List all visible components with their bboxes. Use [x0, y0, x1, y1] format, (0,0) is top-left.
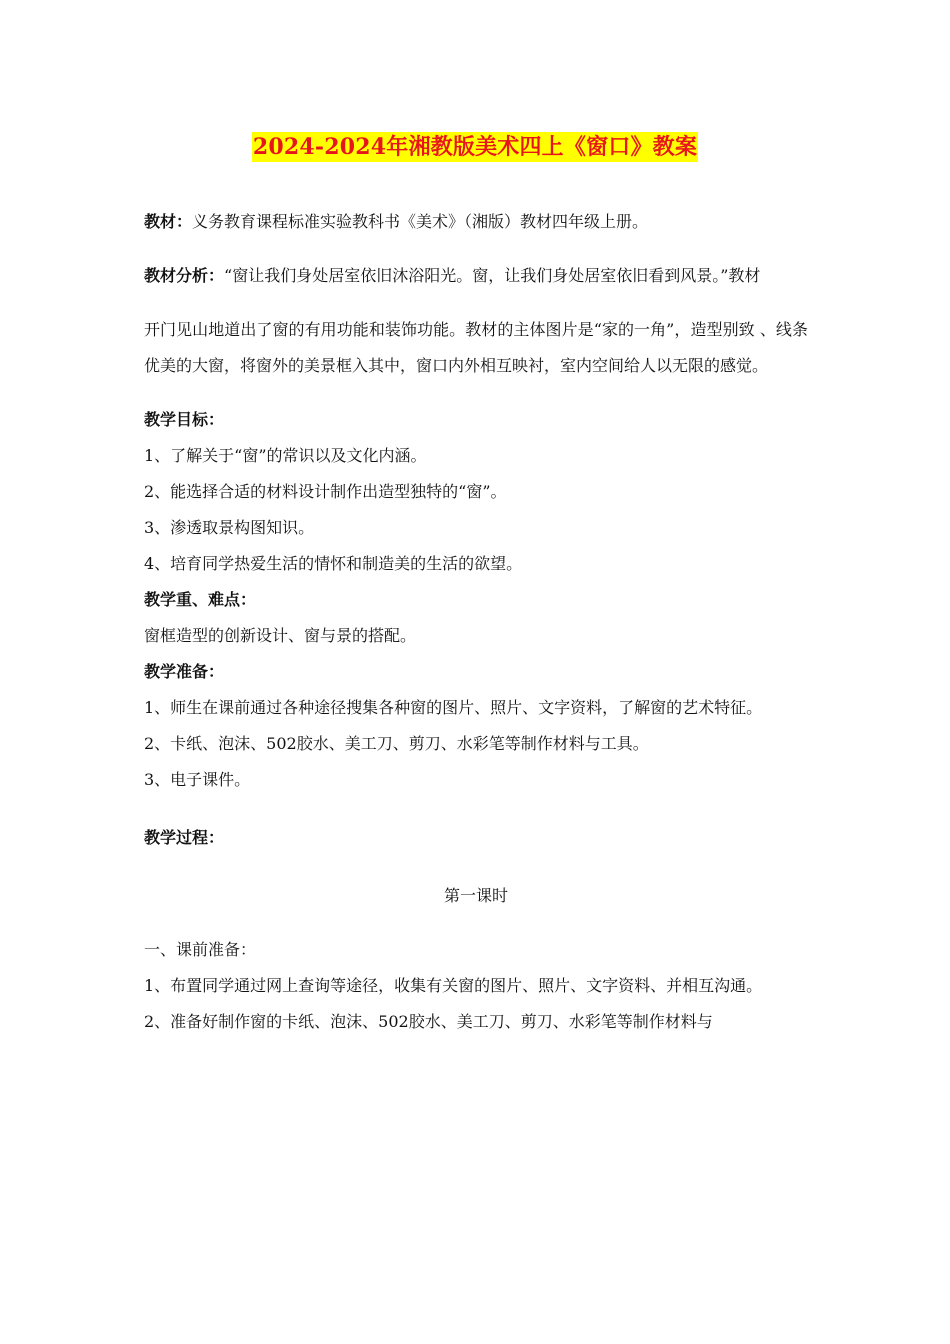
- material-text: 义务教育课程标准实验教科书《美术》（湘版）教材四年级上册。: [192, 212, 649, 231]
- document-title: 2024-2024年湘教版美术四上《窗口》教案: [252, 134, 698, 160]
- process-item: 1、布置同学通过网上查询等途径，收集有关窗的图片、照片、文字资料、并相互沟通。: [144, 976, 763, 995]
- preparation-item: 3、电子课件。: [144, 770, 251, 789]
- goals-heading: 教学目标：: [144, 410, 225, 429]
- goal-item: 3、渗透取景构图知识。: [144, 518, 315, 537]
- key-points-heading: 教学重、难点：: [144, 590, 257, 609]
- key-points-text: 窗框造型的创新设计、窗与景的搭配。: [144, 626, 417, 645]
- preparation-heading: 教学准备：: [144, 662, 225, 681]
- preparation-item: 2、卡纸、泡沫、502胶水、美工刀、剪刀、水彩笔等制作材料与工具。: [144, 734, 649, 753]
- material-line: [144, 204, 808, 240]
- goal-item: 1、了解关于“窗”的常识以及文化内涵。: [144, 446, 427, 465]
- analysis-label: 教材分析：: [144, 266, 225, 285]
- analysis-paragraph: 开门见山地道出了窗的有用功能和装饰功能。教材的主体图片是“家的一角”，造型别致 、线条优美的大窗，将窗外的美景框入其中，窗口内外相互映衬，室内空间给人以无限的感觉。: [144, 320, 808, 375]
- section-heading: 一、课前准备：: [144, 940, 257, 959]
- process-heading: 教学过程：: [144, 828, 225, 847]
- preparation-item: 1、师生在课前通过各种途径搜集各种窗的图片、照片、文字资料，了解窗的艺术特征。: [144, 698, 763, 717]
- title-container: [0, 132, 950, 162]
- document-body: [144, 204, 808, 1040]
- lesson-heading: 第一课时: [443, 886, 508, 905]
- material-label: 教材：: [144, 212, 193, 231]
- goal-item: 2、能选择合适的材料设计制作出造型独特的“窗”。: [144, 482, 507, 501]
- process-item: 2、准备好制作窗的卡纸、泡沫、502胶水、美工刀、剪刀、水彩笔等制作材料与: [144, 1012, 713, 1031]
- analysis-text: “窗让我们身处居室依旧沐浴阳光。窗，让我们身处居室依旧看到风景。”教材: [224, 266, 761, 285]
- analysis-line: [144, 258, 808, 294]
- goal-item: 4、培育同学热爱生活的情怀和制造美的生活的欲望。: [144, 554, 523, 573]
